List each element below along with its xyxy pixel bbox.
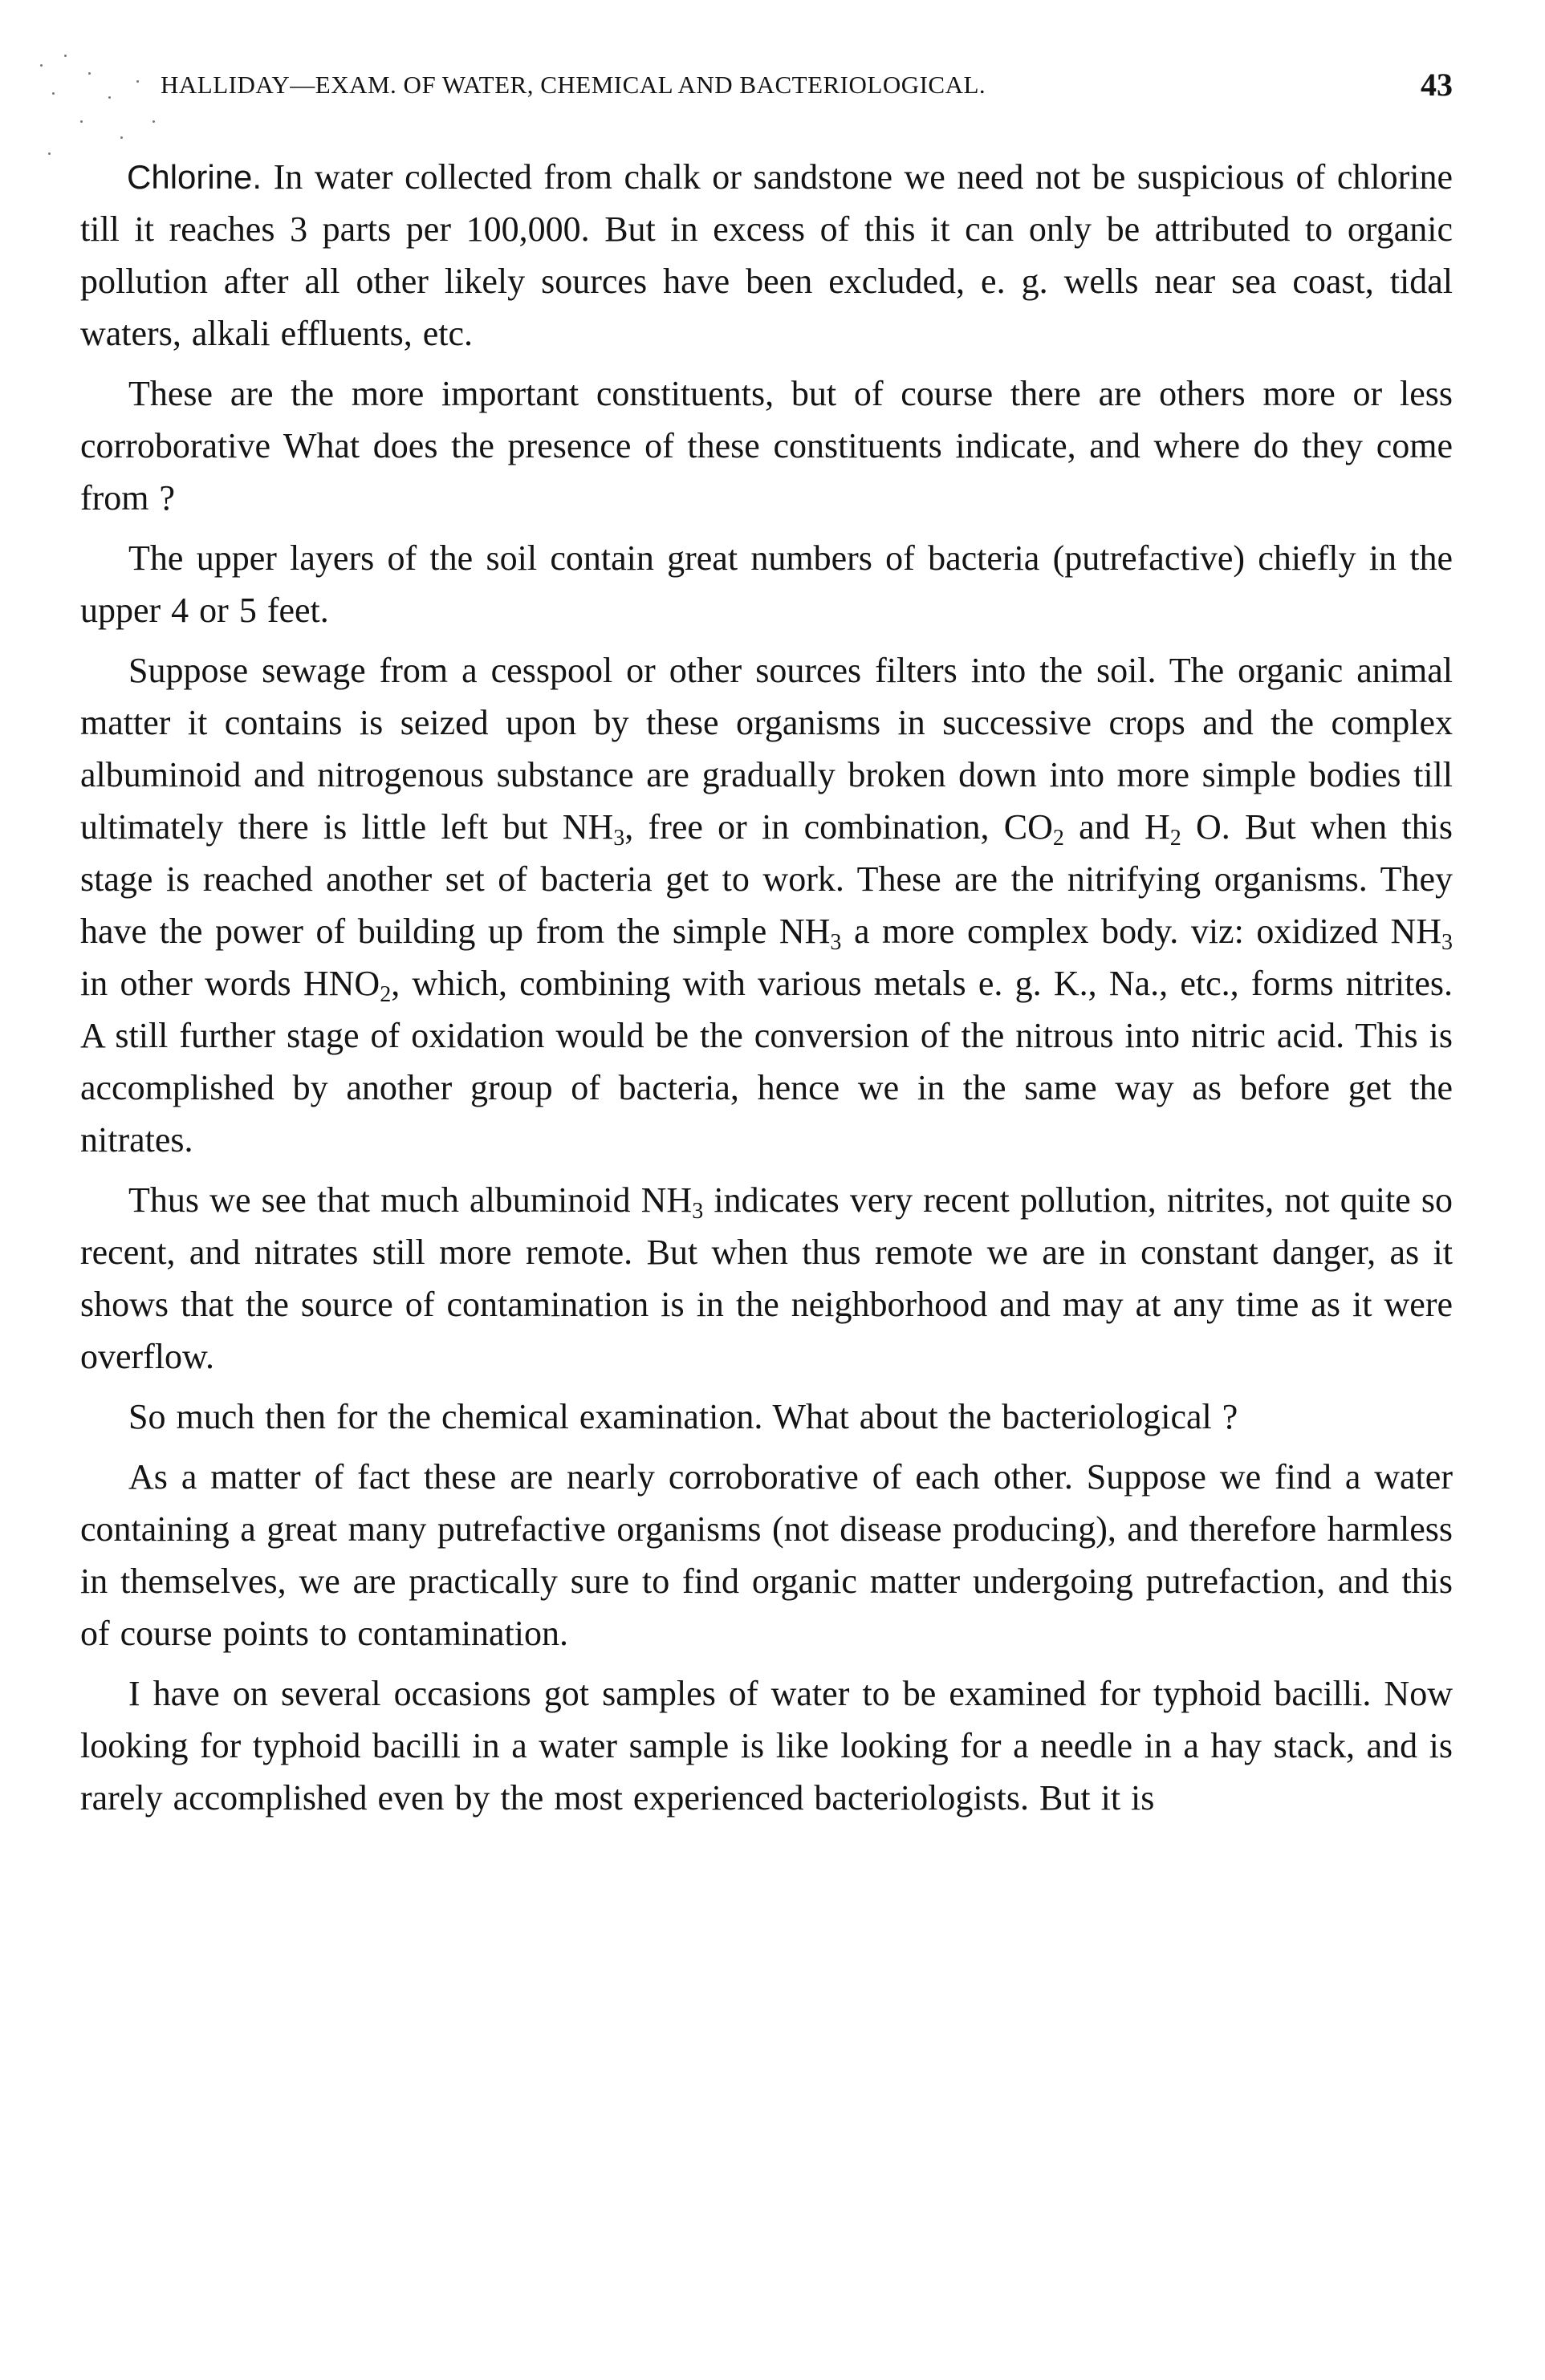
text-run: Thus we see that much albuminoid NH <box>128 1180 693 1220</box>
paragraph-text: In water collected from chalk or sandstone we need not be suspicious of chlorine till it reaches 3 parts per 100,000. But in excess of this it can only be attributed to organic pollution after all other likely sources have been excluded, e. g. wells near sea coast, tidal waters, alkali effluents, etc. <box>80 157 1454 353</box>
subscript: 2 <box>380 982 392 1007</box>
subscript: 3 <box>1441 930 1453 955</box>
running-title: HALLIDAY—EXAM. OF WATER, CHEMICAL AND BACTERIOLOGICAL. <box>161 71 986 99</box>
subscript: 3 <box>830 930 842 955</box>
text-run: O. But when this stage is reached another set of bacteria get to work. These are the nitrifying organisms. They have the power of building up from the simple NH <box>80 807 1453 951</box>
text-run: in other words HNO <box>80 964 380 1003</box>
paragraph-typhoid <box>80 1667 1453 1824</box>
paragraph-soil-bacteria <box>80 532 1453 636</box>
paragraph-text: So much then for the chemical examination. What about the bacteriological ? <box>128 1397 1238 1436</box>
subscript: 2 <box>1169 826 1181 851</box>
paragraph-corroborative <box>80 1451 1453 1659</box>
text-run: , which, combining with various metals e. g. K., Na., etc., forms nitrites. A still further stage of oxidation would be the conversion of the nitrous into nitric acid. This is accomplished by another group of bacteria, hence we in the same way as before get the nitrates. <box>80 964 1453 1160</box>
paragraph-text: These are the more important constituents, but of course there are others more or less corroborative What does the presence of these constituents indicate, and where do they come from ? <box>80 374 1453 518</box>
text-run: indicates very recent pollution, nitrites, not quite so recent, and nitrates still more remote. But when thus remote we are in constant danger, as it shows that the source of contamination is in the neighborhood and may at any time as it were overflow. <box>80 1180 1453 1376</box>
paragraph-chemical-exam <box>80 1391 1453 1443</box>
paragraph-lead: Chlorine. <box>127 158 262 196</box>
text-run: and H <box>1063 807 1170 847</box>
text-run: , free or in combination, CO <box>624 807 1053 847</box>
paragraph-text: I have on several occasions got samples of water to be examined for typhoid bacilli. Now looking for typhoid bacilli in a water sample is like looking for a needle in a hay stack, and is rarely accomplished even by the most experienced bacteriologists. But it is <box>80 1674 1453 1817</box>
paragraph-sewage <box>80 644 1453 1166</box>
subscript: 3 <box>692 1199 704 1224</box>
paragraph-constituents <box>80 368 1453 524</box>
text-run: Suppose sewage from a cesspool or other sources filters into the soil. The organic animal matter it contains is seized upon by these organisms in successive crops and the complex albuminoid and nitrogenous substance are gradually broken down into more simple bodies till ultimately there is little left but NH <box>80 651 1453 847</box>
paragraph-text: As a matter of fact these are nearly corroborative of each other. Suppose we find a water containing a great many putrefactive organisms (not disease producing), and therefore harmless in themselves, we are practically sure to find organic matter undergoing putrefaction, and this of course points to contamination. <box>80 1457 1453 1653</box>
paragraph-text: The upper layers of the soil contain great numbers of bacteria (putrefactive) chiefly in the upper 4 or 5 feet. <box>80 538 1453 630</box>
page-number: 43 <box>1421 67 1453 103</box>
subscript: 2 <box>1052 826 1064 851</box>
body-text <box>80 151 1453 1832</box>
paragraph-chlorine <box>80 151 1453 359</box>
running-head <box>80 67 1453 111</box>
paragraph-pollution <box>80 1174 1453 1383</box>
text-run: a more complex body. viz: oxidized NH <box>841 912 1441 951</box>
subscript: 3 <box>613 826 625 851</box>
